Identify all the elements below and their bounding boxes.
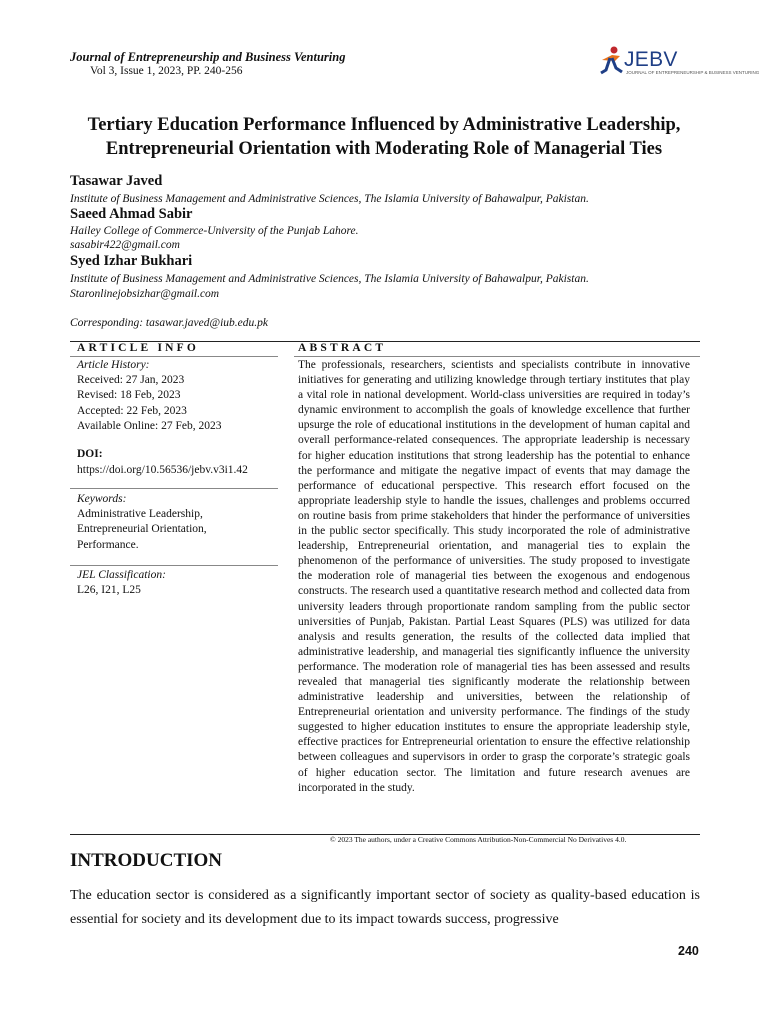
article-history [77, 358, 282, 434]
article-info-heading: ARTICLE INFO [77, 342, 200, 354]
available-date: Available Online: 27 Feb, 2023 [77, 419, 222, 432]
received-date: Received: 27 Jan, 2023 [77, 374, 185, 387]
article-info-rule [70, 356, 278, 357]
author-name: Tasawar Javed [70, 173, 163, 189]
jel-block [77, 568, 282, 598]
journal-name: Journal of Entrepreneurship and Business Venturing [70, 50, 346, 64]
jel-codes: L26, I21, L25 [77, 584, 141, 597]
license-notice: © 2023 The authors, under a Creative Commons Attribution-Non-Commercial No Derivatives 4.0. [330, 835, 627, 844]
author-email: sasabir422@gmail.com [70, 239, 180, 251]
keyword-item: Administrative Leadership, [77, 508, 203, 521]
title-line-1: Tertiary Education Performance Influenced by Administrative Leadership, [87, 115, 681, 135]
keywords-label: Keywords: [77, 493, 127, 505]
logo-figure-icon [598, 46, 624, 76]
journal-volume: Vol 3, Issue 1, 2023, PP. 240-256 [90, 65, 243, 77]
jel-label: JEL Classification: [77, 569, 166, 581]
author-affiliation: Institute of Business Management and Administrative Sciences, The Islamia University of Bahawalpur, Pakistan. [70, 193, 589, 205]
logo-text: JEBV [624, 48, 678, 71]
page-number: 240 [678, 944, 699, 958]
history-label: Article History: [77, 359, 150, 371]
doi-label: DOI: [77, 448, 103, 460]
corresponding-author: Corresponding: tasawar.javed@iub.edu.pk [70, 317, 268, 329]
author-affiliation: Institute of Business Management and Administrative Sciences, The Islamia University of Bahawalpur, Pakistan. [70, 273, 589, 285]
revised-date: Revised: 18 Feb, 2023 [77, 389, 181, 402]
author-affiliation: Hailey College of Commerce-University of the Punjab Lahore. [70, 225, 359, 237]
accepted-date: Accepted: 22 Feb, 2023 [77, 404, 187, 417]
keywords-rule [70, 488, 278, 489]
abstract-text: The professionals, researchers, scientists and specialists contribute in innovative initiatives for generating and utilizing knowledge through tertiary institutes that play a vital role in national development. World-class universities are required in today’s dynamic environment to accomplish the goals of knowledge excellence that further upsurge the role of educational institutions in the development of human capital and overall performance-related consequences. The appropriate leadership is necessary for higher education institutions that strong leadership has the potential to enhance the performance and mitigate the negative impact of events that may damage the performance of educational perspective. This research effort focused on the appropriate leadership style to handle the issues, challenges and problems occurred on routine basis from prime stakeholders that hinder the performance of universities in the public sector specifically. This study incorporated the role of administrative leadership, Entrepreneurial orientation, and managerial ties to explain the phenomenon of the performance of universities. The study proposed to investigate the moderation role of managerial ties between the exogenous and endogenous constructs. The research used a quantitative research method and collected data from university leaders through proportionate random sampling from the public sector universities of Punjab, Pakistan. Partial Least Squares (PLS) was utilized for data analysis and results generation, the results of the collected data implied that administrative leadership, and managerial ties significantly influence the university performance. The moderation role of managerial ties has been assessed and results revealed that managerial ties significantly moderate the relationship between administrative leadership and universities, between the relationship of Entrepreneurial orientation and university performance. The findings of the study suggested to higher education institutes to ensure the appropriate leadership style, effective practices for Entrepreneurial orientation to ensure the effective relationship between colleagues and supervisors in order to grasp the corporate’s strategic goals of higher education sector. The limitation and future research avenues are incorporated in the study. [298, 359, 690, 794]
paper-title [60, 113, 708, 161]
title-line-2: Entrepreneurial Orientation with Moderating Role of Managerial Ties [105, 139, 663, 159]
author-name: Saeed Ahmad Sabir [70, 206, 193, 222]
author-email: Staronlinejobsizhar@gmail.com [70, 288, 220, 300]
introduction-text: The education sector is considered as a significantly important sector of society as quality-based education is essential for society and its development due to its impact towards success, progressive [70, 888, 700, 927]
keywords-block [77, 492, 282, 553]
keyword-item: Entrepreneurial Orientation, [77, 523, 207, 536]
jel-rule [70, 565, 278, 566]
author-name: Syed Izhar Bukhari [70, 253, 193, 269]
abstract-heading: ABSTRACT [298, 342, 387, 354]
abstract-rule [294, 356, 700, 357]
introduction-heading: INTRODUCTION [70, 850, 223, 871]
logo-subtitle: JOURNAL OF ENTREPRENEURSHIP & BUSINESS VENTURING [626, 70, 760, 75]
doi-link[interactable]: https://doi.org/10.56536/jebv.v3i1.42 [77, 464, 248, 476]
keyword-item: Performance. [77, 538, 139, 551]
jebv-logo [598, 44, 760, 78]
